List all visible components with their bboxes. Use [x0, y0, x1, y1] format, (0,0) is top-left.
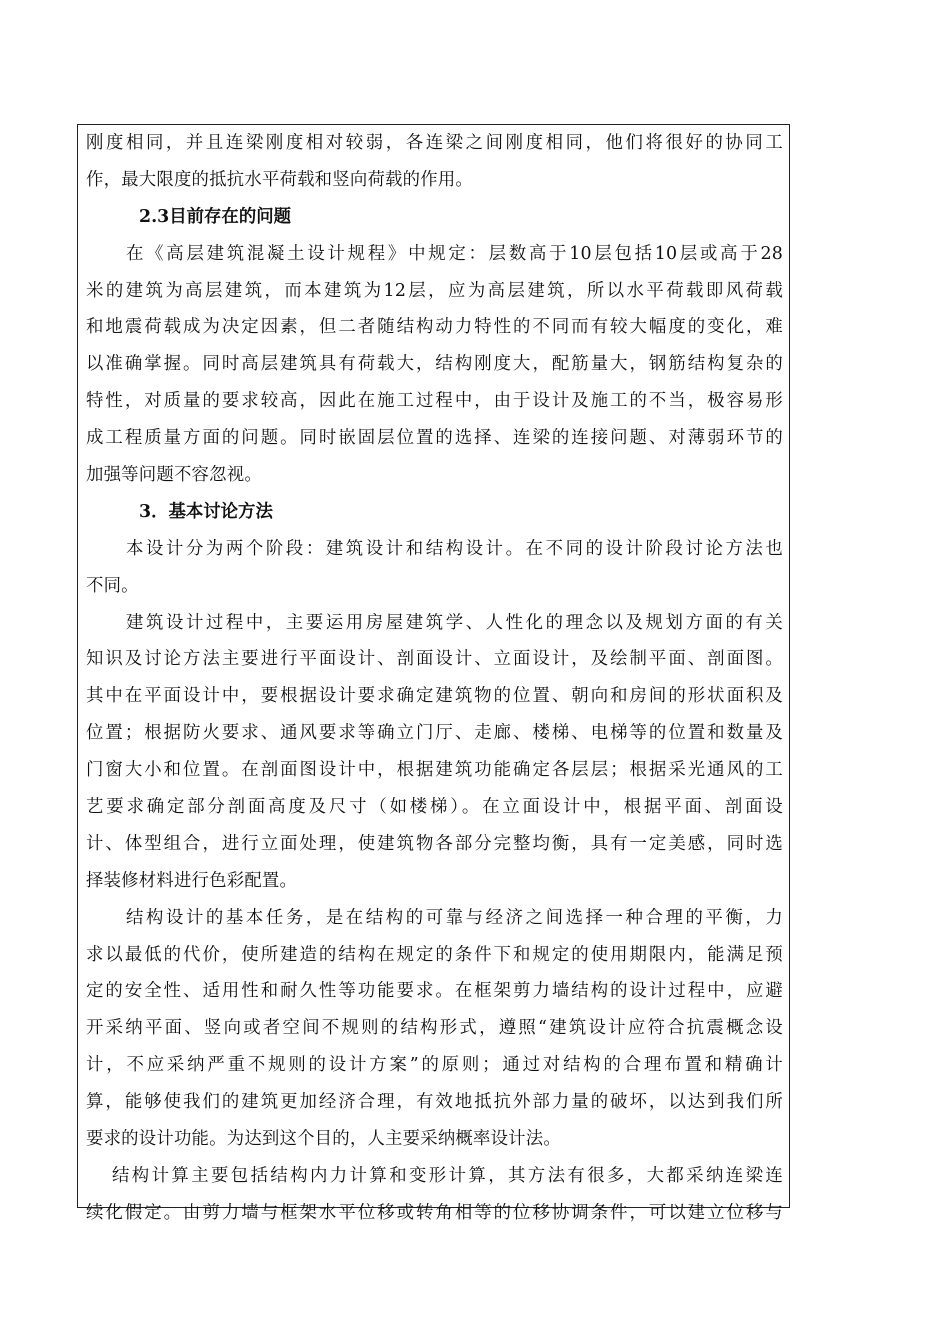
text-line: 建筑设计过程中，主要运用房屋建筑学、人性化的理念以及规划方面的有关 — [126, 612, 783, 633]
text-line: 作，最大限度的抵抗水平荷载和竖向荷载的作用。 — [86, 169, 473, 190]
text-line: 求以最低的代价，使所建造的结构在规定的条件下和规定的使用期限内，能满足预 — [86, 944, 783, 965]
text-line: 以准确掌握。同时高层建筑具有荷载大，结构刚度大，配筋量大，钢筋结构复杂的 — [86, 354, 783, 375]
text-frame — [77, 124, 790, 1223]
text-line: 结构计算主要包括结构内力计算和变形计算，其方法有很多，大都采纳连梁连 — [112, 1165, 783, 1186]
text-line: 定的安全性、适用性和耐久性等功能要求。在框架剪力墙结构的设计过程中，应避 — [86, 981, 783, 1002]
text-line: 米的建筑为高层建筑，而本建筑为12层，应为高层建筑，所以水平荷载即风荷载 — [86, 280, 783, 301]
text-line: 计、体型组合，进行立面处理，使建筑物各部分完整均衡，具有一定美感，同时选 — [86, 833, 783, 854]
text-line: 计，不应采纳严重不规则的设计方案”的原则；通过对结构的合理布置和精确计 — [86, 1055, 783, 1076]
text-line: 在《高层建筑混凝土设计规程》中规定：层数高于10层包括10层或高于28 — [126, 243, 783, 264]
text-line: 开采纳平面、竖向或者空间不规则的结构形式，遵照“建筑设计应符合抗震概念设 — [86, 1018, 783, 1039]
text-line: 本设计分为两个阶段：建筑设计和结构设计。在不同的设计阶段讨论方法也 — [126, 538, 783, 559]
text-line: 知识及讨论方法主要进行平面设计、剖面设计、立面设计，及绘制平面、剖面图。 — [86, 649, 783, 670]
text-line: 择装修材料进行色彩配置。 — [86, 870, 298, 891]
text-line: 成工程质量方面的问题。同时嵌固层位置的选择、连梁的连接问题、对薄弱环节的 — [86, 428, 783, 449]
text-line: 和地震荷载成为决定因素，但二者随结构动力特性的不同而有较大幅度的变化，难 — [86, 317, 783, 338]
text-line: 算，能够使我们的建筑更加经济合理，有效地抵抗外部力量的破坏，以达到我们所 — [86, 1092, 783, 1113]
document-body — [86, 125, 783, 1232]
text-line: 续化假定。由剪力墙与框架水平位移或转角相等的位移协调条件，可以建立位移与 — [86, 1202, 783, 1223]
text-line: 艺要求确定部分剖面高度及尺寸（如楼梯）。在立面设计中，根据平面、剖面设 — [86, 797, 783, 818]
text-line: 门窗大小和位置。在剖面图设计中，根据建筑功能确定各层层；根据采光通风的工 — [86, 760, 783, 781]
section-heading: 2.3目前存在的问题 — [139, 206, 291, 227]
text-line: 位置；根据防火要求、通风要求等确立门厅、走廊、楼梯、电梯等的位置和数量及 — [86, 723, 783, 744]
text-line: 不同。 — [86, 575, 139, 596]
text-line: 其中在平面设计中，要根据设计要求确定建筑物的位置、朝向和房间的形状面积及 — [86, 686, 783, 707]
text-line: 刚度相同，并且连梁刚度相对较弱，各连梁之间刚度相同，他们将很好的协同工 — [86, 133, 783, 153]
text-line: 结构设计的基本任务，是在结构的可靠与经济之间选择一种合理的平衡，力 — [126, 907, 783, 928]
text-line: 特性，对质量的要求较高，因此在施工过程中，由于设计及施工的不当，极容易形 — [86, 391, 783, 412]
section-heading: 3．基本讨论方法 — [139, 501, 273, 522]
text-line: 加强等问题不容忽视。 — [86, 465, 262, 486]
text-line: 要求的设计功能。为达到这个目的，人主要采纳概率设计法。 — [86, 1129, 561, 1150]
